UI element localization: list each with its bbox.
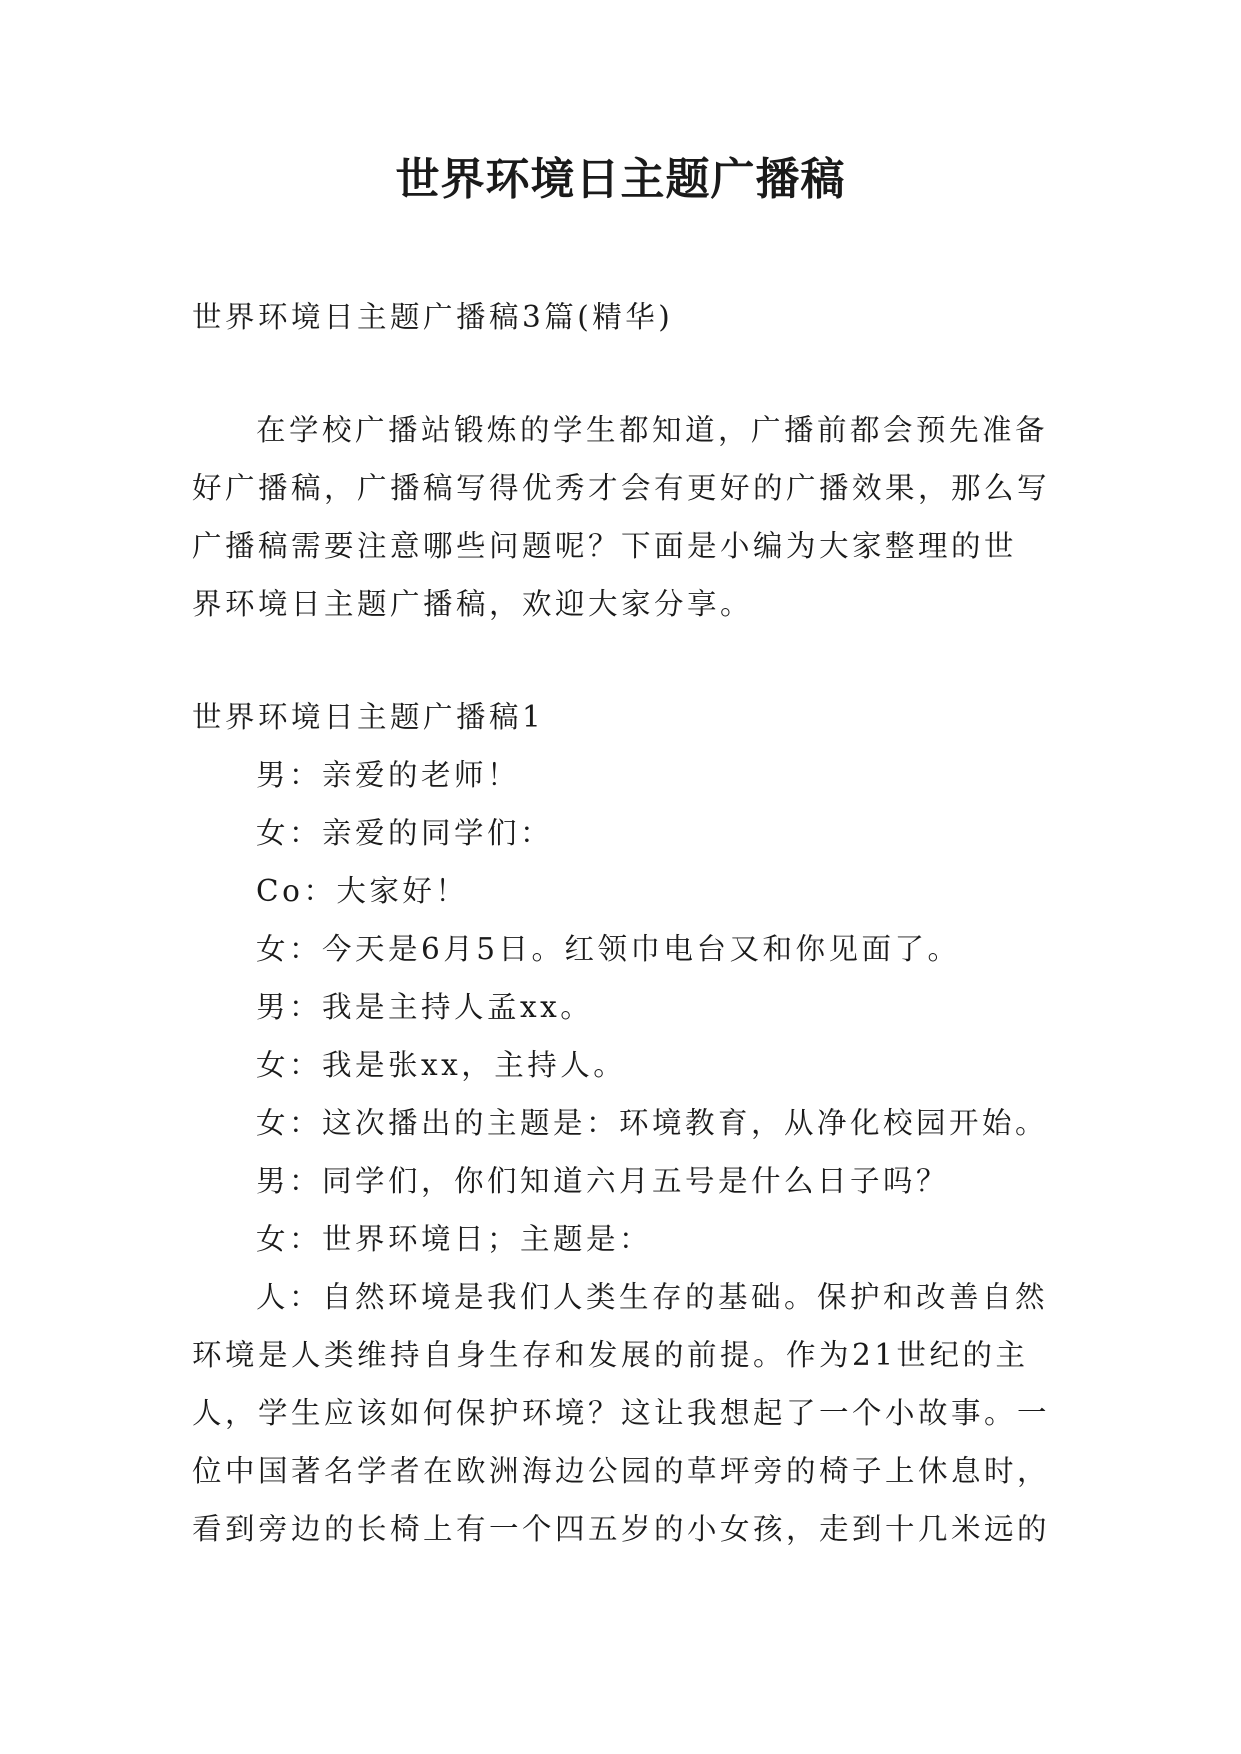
spacer <box>192 633 1057 688</box>
dialogue-line: 男：同学们，你们知道六月五号是什么日子吗？ <box>256 1164 950 1198</box>
dialogue-line: Co：大家好！ <box>256 874 469 908</box>
dialogue-line: 女：世界环境日；主题是： <box>256 1222 653 1256</box>
document-body <box>192 288 1057 1558</box>
document-subtitle: 世界环境日主题广播稿3篇(精华) <box>192 300 674 334</box>
section-heading: 世界环境日主题广播稿1 <box>192 700 545 734</box>
story-line: 看到旁边的长椅上有一个四五岁的小女孩，走到十几米远的 <box>192 1512 1051 1546</box>
dialogue-line: 男：亲爱的老师！ <box>256 758 521 792</box>
intro-line: 界环境日主题广播稿，欢迎大家分享。 <box>192 587 754 621</box>
story-line: 人：自然环境是我们人类生存的基础。保护和改善自然 <box>256 1280 1049 1314</box>
story-line: 环境是人类维持自身生存和发展的前提。作为21世纪的主 <box>192 1338 1029 1372</box>
dialogue-line: 女：这次播出的主题是：环境教育，从净化校园开始。 <box>256 1106 1049 1140</box>
intro-line: 广播稿需要注意哪些问题呢？下面是小编为大家整理的世 <box>192 529 1018 563</box>
dialogue-line: 女：我是张xx，主持人。 <box>256 1048 627 1082</box>
story-line: 位中国著名学者在欧洲海边公园的草坪旁的椅子上休息时， <box>192 1454 1051 1488</box>
dialogue-line: 女：亲爱的同学们： <box>256 816 554 850</box>
story-line: 人，学生应该如何保护环境？这让我想起了一个小故事。一 <box>192 1396 1051 1430</box>
intro-line: 在学校广播站锻炼的学生都知道，广播前都会预先准备 <box>256 413 1049 447</box>
spacer <box>192 346 1057 401</box>
dialogue-line: 女：今天是6月5日。红领巾电台又和你见面了。 <box>256 932 961 966</box>
dialogue-line: 男：我是主持人孟xx。 <box>256 990 594 1024</box>
intro-line: 好广播稿，广播稿写得优秀才会有更好的广播效果，那么写 <box>192 471 1051 505</box>
document-title: 世界环境日主题广播稿 <box>395 154 846 205</box>
